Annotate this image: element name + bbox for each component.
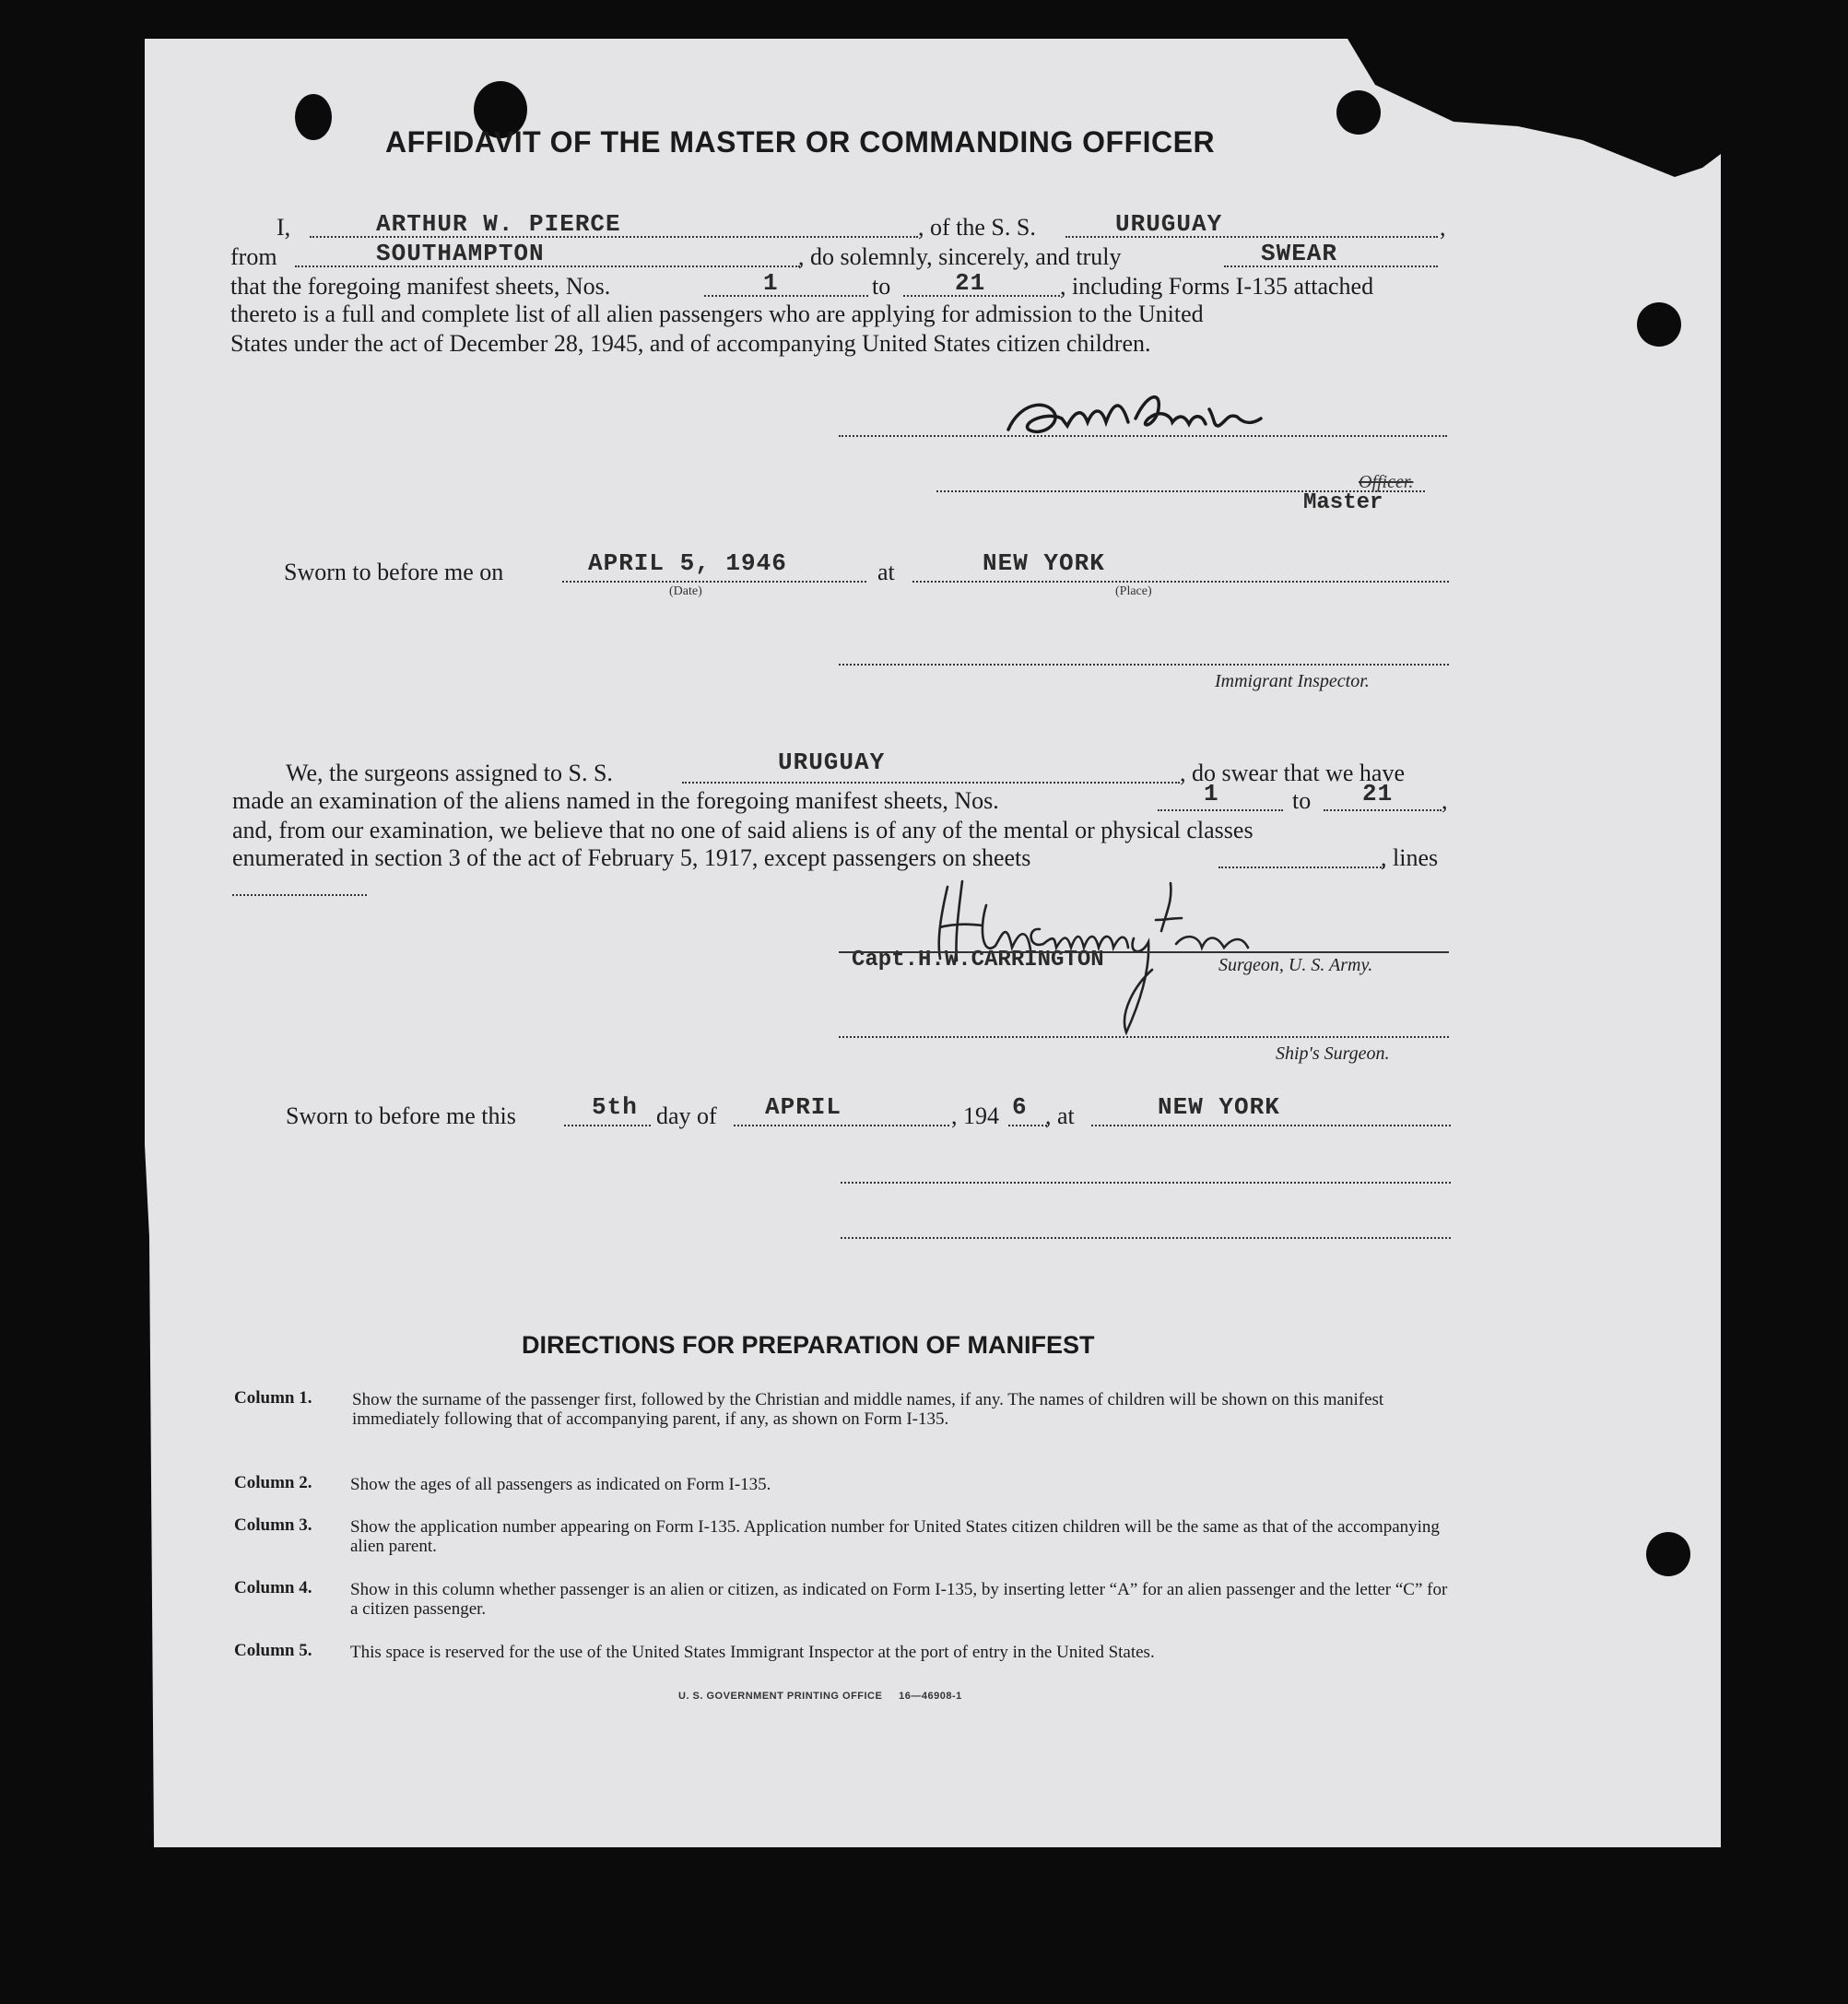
sworn2-label: Sworn to before me this — [286, 1102, 516, 1129]
sworn1-date-caption: (Date) — [669, 584, 702, 598]
affidavit-line1-label: I, — [277, 214, 291, 241]
sworn1-label: Sworn to before me on — [284, 559, 504, 585]
sworn2-month-line — [734, 1125, 949, 1126]
direction-column-1-label: Column 1. — [234, 1388, 312, 1408]
direction-column-4-label: Column 4. — [234, 1578, 312, 1597]
sworn2-day-line — [564, 1125, 651, 1126]
affidavit-line3-label: that the foregoing manifest sheets, Nos. — [230, 273, 611, 300]
direction-column-2-label: Column 2. — [234, 1473, 312, 1492]
sworn2-month: APRIL — [765, 1093, 842, 1121]
sworn1-place-caption: (Place) — [1115, 584, 1152, 598]
master-signature-line — [839, 435, 1447, 437]
sworn2-at: , at — [1045, 1102, 1075, 1129]
direction-column-1-text: Show the surname of the passenger first, followed by the Christian and middle names, if any. The names of children will be shown on this manifest immediately following that of accompanying parent, if any, as shown on Form I-135. — [352, 1390, 1384, 1429]
surgeons-ship-line — [682, 782, 1180, 784]
sworn2-year-line — [1008, 1125, 1047, 1126]
punch-hole — [1336, 90, 1381, 135]
officer-struck: Officer. — [1359, 472, 1414, 492]
surgeons-exception-lines-line — [232, 894, 367, 896]
affidavit-line3-text: , including Forms I-135 attached — [1060, 273, 1374, 300]
punch-hole — [295, 94, 332, 140]
sheet-from-line — [704, 295, 868, 297]
sworn2-day-of: day of — [656, 1102, 717, 1129]
departure-port: SOUTHAMPTON — [376, 240, 545, 267]
surgeons-line4-label: enumerated in section 3 of the act of February 5, 1917, except passengers on sheets — [232, 844, 1031, 871]
sworn2-place-line — [1091, 1125, 1451, 1126]
inspector-signature-line — [839, 664, 1449, 666]
departure-port-line — [295, 265, 800, 267]
direction-column-3-label: Column 3. — [234, 1515, 312, 1535]
surgeons-line2-end: , — [1442, 787, 1448, 814]
direction-column-4-text: Show in this column whether passenger is an alien or citizen, as indicated on Form I-135, by inserting letter “A” for an alien passenger and the letter “C” for a citizen passenger. — [350, 1580, 1448, 1619]
surgeons-sheet-to-line — [1324, 809, 1442, 811]
punch-hole — [1646, 1532, 1690, 1576]
surgeons-line2-to: to — [1292, 787, 1312, 814]
sworn1-date-line — [562, 581, 866, 583]
sheet-to: 21 — [955, 269, 986, 297]
master-signature — [1001, 385, 1333, 450]
surgeons-line1-label: We, the surgeons assigned to S. S. — [286, 760, 613, 786]
sworn2-signature-line-1 — [841, 1182, 1451, 1184]
sworn2-signature-line-2 — [841, 1237, 1451, 1239]
master-name: ARTHUR W. PIERCE — [376, 210, 621, 238]
form-title: AFFIDAVIT OF THE MASTER OR COMMANDING OFFICER — [385, 125, 1216, 159]
surgeon-typed-name: Capt.H.W.CARRINGTON — [852, 948, 1104, 973]
affidavit-line1-end: , — [1440, 214, 1446, 241]
oath-word: SWEAR — [1261, 240, 1338, 267]
affidavit-line4: thereto is a full and complete list of all alien passengers who are applying for admission to the United — [230, 301, 1204, 327]
printing-office-footer: U. S. GOVERNMENT PRINTING OFFICE 16—46908-1 — [678, 1691, 962, 1702]
sworn2-year-prefix: , 194 — [951, 1102, 999, 1129]
sworn1-place: NEW YORK — [983, 549, 1105, 577]
inspector-caption: Immigrant Inspector. — [1215, 671, 1370, 691]
sworn1-date: APRIL 5, 1946 — [588, 549, 787, 577]
sworn1-at: at — [877, 559, 895, 585]
directions-title: DIRECTIONS FOR PREPARATION OF MANIFEST — [522, 1331, 1095, 1359]
surgeons-sheet-from-line — [1158, 809, 1283, 811]
surgeons-sheet-to: 21 — [1362, 780, 1394, 807]
surgeons-line4-lines: , lines — [1381, 844, 1439, 871]
sworn1-place-line — [912, 581, 1449, 583]
direction-column-3-text: Show the application number appearing on Form I-135. Application number for United States citizen children will be the same as that of the accompanying alien parent. — [350, 1517, 1440, 1556]
sheet-from: 1 — [763, 269, 779, 297]
ship-name: URUGUAY — [1115, 210, 1223, 238]
sworn2-day: 5th — [592, 1093, 638, 1121]
direction-column-5-text: This space is reserved for the use of the United States Immigrant Inspector at the port of entry in the United States. — [350, 1643, 1155, 1662]
surgeons-line1-text: , do swear that we have — [1180, 760, 1406, 786]
surgeons-line2-label: made an examination of the aliens named in the foregoing manifest sheets, Nos. — [232, 787, 999, 814]
officer-title: Master — [1303, 490, 1383, 515]
direction-column-5-label: Column 5. — [234, 1641, 312, 1660]
direction-column-2-text: Show the ages of all passengers as indicated on Form I-135. — [350, 1475, 771, 1494]
sworn2-place: NEW YORK — [1158, 1093, 1280, 1121]
sworn2-year-digit: 6 — [1012, 1093, 1028, 1121]
affidavit-line1-ship-label: , of the S. S. — [918, 214, 1036, 241]
surgeons-sheet-from: 1 — [1204, 780, 1219, 807]
surgeons-ship-name: URUGUAY — [778, 749, 886, 776]
surgeons-exception-sheets-line — [1218, 866, 1384, 868]
affidavit-line2-label: from — [230, 243, 277, 270]
affidavit-line2-text: , do solemnly, sincerely, and truly — [798, 243, 1122, 270]
surgeon-caption: Surgeon, U. S. Army. — [1218, 955, 1373, 975]
affidavit-line5: States under the act of December 28, 1945, and of accompanying United States citizen children. — [230, 330, 1151, 357]
ships-surgeon-line — [839, 1036, 1449, 1038]
surgeon-signature-line — [839, 951, 1449, 953]
ships-surgeon-caption: Ship's Surgeon. — [1276, 1043, 1390, 1064]
surgeons-line3: and, from our examination, we believe that no one of said aliens is of any of the mental or physical classes — [232, 817, 1254, 843]
affidavit-line3-to: to — [872, 273, 891, 300]
punch-hole — [1637, 302, 1681, 347]
